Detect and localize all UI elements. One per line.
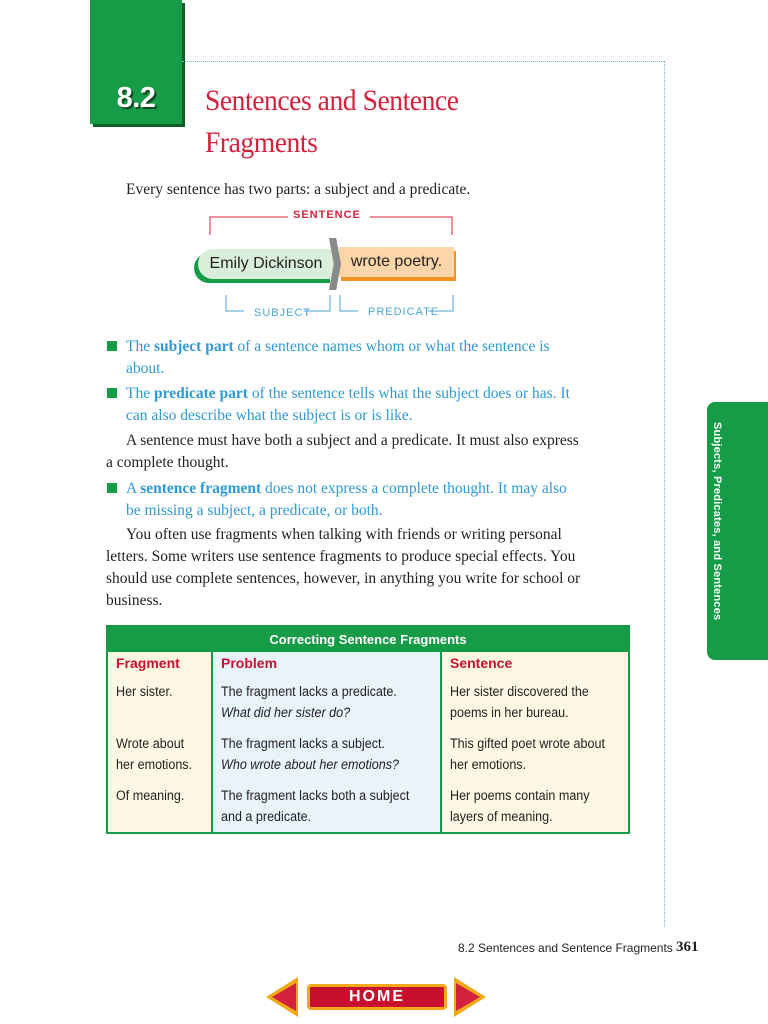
table-cell bbox=[221, 785, 409, 827]
subject-bracket-left bbox=[226, 295, 244, 311]
home-button[interactable]: HOME bbox=[307, 984, 447, 1010]
bullet-square-icon bbox=[107, 341, 117, 351]
column-header: Sentence bbox=[450, 655, 513, 671]
page-number: 361 bbox=[676, 939, 699, 955]
sentence-bracket-right bbox=[370, 217, 452, 235]
intro-text: Every sentence has two parts: a subject and a predicate. bbox=[126, 181, 471, 198]
cell-line: The fragment lacks both a subject bbox=[221, 788, 410, 803]
table-title: Correcting Sentence Fragments bbox=[108, 627, 628, 652]
side-tab-text: Subjects, Predicates, and Sentences bbox=[711, 422, 723, 621]
bullet-sentence-fragment bbox=[126, 478, 576, 522]
cell-line: The fragment lacks a predicate. bbox=[221, 684, 397, 699]
cell-line: her emotions. bbox=[116, 757, 193, 772]
bullet-post: does not express a complete thought. It may also be missing a subject, a predicate, or both. bbox=[126, 480, 567, 519]
sentence-bracket-left bbox=[210, 217, 288, 235]
column-header: Fragment bbox=[116, 655, 180, 671]
fragments-table bbox=[106, 625, 630, 834]
title-line-1: Sentences and Sentence bbox=[205, 84, 459, 117]
predicate-bracket-left bbox=[340, 295, 358, 311]
chapter-side-tab-label bbox=[707, 402, 735, 660]
cell-line: poems in her bureau. bbox=[450, 705, 569, 720]
frame-border-top bbox=[182, 61, 664, 62]
cell-line: This gifted poet wrote about bbox=[450, 736, 605, 751]
table-cell bbox=[450, 733, 605, 775]
table-cell bbox=[116, 785, 184, 806]
frame-border-right bbox=[664, 61, 665, 927]
table-cell bbox=[221, 733, 399, 775]
cell-line: Her sister. bbox=[116, 684, 173, 699]
table-cell bbox=[450, 681, 589, 723]
table-cell bbox=[116, 733, 192, 775]
bullet-pre: A bbox=[126, 480, 141, 497]
cell-line: layers of meaning. bbox=[450, 809, 553, 824]
page-title bbox=[205, 80, 591, 164]
bullet-pre: The bbox=[126, 385, 154, 402]
paragraph-2: You often use fragments when talking with friends or writing personal letters. Some writers use sentence fragments to produce special effects. You should use complete sentences, however, in anything you write for school or business. bbox=[106, 526, 581, 609]
column-fragment bbox=[108, 652, 213, 832]
cell-line: Her poems contain many bbox=[450, 788, 590, 803]
section-number: 8.2 bbox=[116, 82, 156, 114]
paragraph-1: A sentence must have both a subject and a predicate. It must also express a complete thought. bbox=[106, 432, 579, 471]
bullet-square-icon bbox=[107, 388, 117, 398]
column-sentence bbox=[442, 652, 628, 832]
predicate-label: PREDICATE bbox=[368, 306, 440, 318]
column-header: Problem bbox=[221, 655, 278, 671]
cell-line: Wrote about bbox=[116, 736, 185, 751]
cell-line: The fragment lacks a subject. bbox=[221, 736, 385, 751]
cell-line: her emotions. bbox=[450, 757, 527, 772]
table-cell bbox=[221, 681, 397, 723]
cell-question: Who wrote about her emotions? bbox=[221, 757, 399, 772]
bullet-term: sentence fragment bbox=[140, 480, 262, 497]
predicate-pill: wrote poetry. bbox=[339, 247, 454, 277]
bullet-term: subject part bbox=[153, 338, 234, 355]
table-cell bbox=[450, 785, 590, 827]
bullet-post: of a sentence names whom or what the sentence is about. bbox=[126, 338, 550, 377]
bullet-square-icon bbox=[107, 483, 117, 493]
subject-label: SUBJECT bbox=[254, 307, 312, 319]
table-cell bbox=[116, 681, 173, 702]
subject-pill: Emily Dickinson bbox=[198, 249, 334, 279]
title-line-2: Fragments bbox=[205, 126, 318, 159]
cell-line: Of meaning. bbox=[116, 788, 185, 803]
footer-running-title: 8.2 Sentences and Sentence Fragments bbox=[458, 941, 673, 955]
bullet-pre: The bbox=[126, 338, 154, 355]
column-problem bbox=[213, 652, 442, 832]
bullet-post: of the sentence tells what the subject does or has. It can also describe what the subject is or is like. bbox=[126, 385, 570, 424]
bullet-predicate-part bbox=[126, 383, 576, 427]
bullet-term: predicate part bbox=[153, 385, 248, 402]
sentence-label: SENTENCE bbox=[293, 209, 361, 221]
cell-line: and a predicate. bbox=[221, 809, 312, 824]
bullet-subject-part bbox=[126, 336, 576, 380]
cell-line: Her sister discovered the bbox=[450, 684, 589, 699]
cell-question: What did her sister do? bbox=[221, 705, 351, 720]
